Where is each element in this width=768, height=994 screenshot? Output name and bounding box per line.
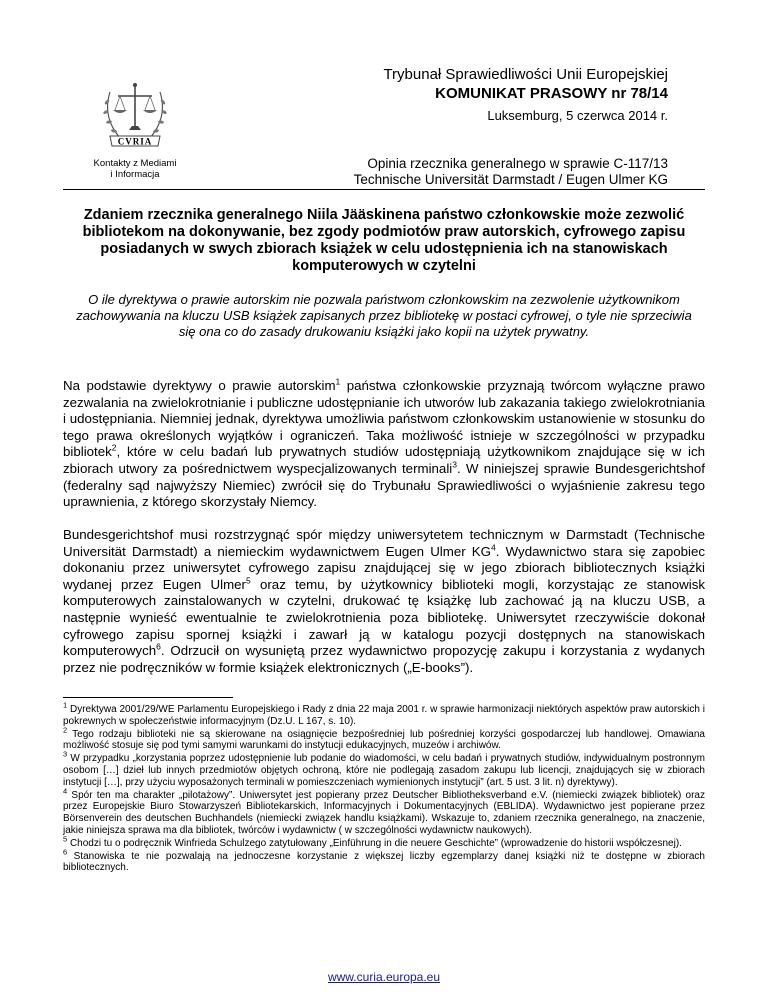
curia-website-link[interactable]: www.curia.europa.eu: [327, 970, 441, 984]
body-paragraph-1: Na podstawie dyrektywy o prawie autorskim$^1$ państwa członkowskie przyznają twórcom wyłączne prawo zezwalania na zwielokrotnianie i publiczne udostępnianie ich utworów lub zakazania takiego zwielokrotniania i udostępniania. Niemniej jednak, dyrektywa umożliwia państwom członkowskim ustanowienie w stosunku do tego prawa określonych wyjątków i ograniczeń. Taka możliwość istnieje w szczególności w przypadku bibliotek$^2$, które w celu badań lub prywatnych studiów udostępniają użytkownikom znajdujące się w ich zbiorach utwory za pośrednictwem wyspecjalizowanych terminali$^3$. W niniejszej sprawie Bundesgerichtshof (federalny sąd najwyższy Niemiec) zwrócił się do Trybunału Sprawiedliwości o wyjaśnienie zakresu tego uprawnienia, z którego skorzystały Niemcy.: [63, 376, 705, 510]
case-reference: Opinia rzecznika generalnego w sprawie C-117/13 Technische Universität Darmstadt / Eugen Ulmer KG: [353, 156, 668, 187]
footnote-ref[interactable]: 6: [156, 641, 161, 652]
footnote-ref[interactable]: 4: [491, 542, 496, 553]
page-title: Zdaniem rzecznika generalnego Niila Jääskinena państwo członkowskie może zezwolić bibliotekom na dokonywanie, bez zgody podmiotów praw autorskich, cyfrowego zapisu posiadanych w swych zbiorach książek w celu udostępnienia ich na stanowiskach komputerowych w czytelni: [82, 207, 686, 274]
court-name: Trybunał Sprawiedliwości Unii Europejskiej: [383, 66, 668, 83]
svg-text:CVRIA: CVRIA: [117, 136, 153, 147]
scales-of-justice-icon: [80, 72, 190, 162]
footnote: $^1$ Dyrektywa 2001/29/WE Parlamentu Europejskiego i Rady z dnia 22 maja 2001 r. w sprawie harmonizacji niektórych aspektów praw autorskich i pokrewnych w społeczeństwie informacyjnym (Dz.U. L 167, s. 10).: [63, 700, 705, 727]
footnote: $^3$ W przypadku „korzystania poprzez udostępnienie lub podanie do wiadomości, w celu badań i prywatnych studiów, indywidualnym postronnym osobom […] dzieł lub innych przedmiotów objętych ochroną, które nie podlegają zasadom zakupu lub licencji, znajdujących się w zbiorach instytucji […], przy użyciu wyposażonych terminali w pomieszczeniach wymienionych instytucji” (art. 5 ust. 3 lit. n) dyrektywy).: [63, 749, 705, 788]
header-block: [383, 66, 668, 124]
footnote-ref[interactable]: 3: [452, 459, 457, 470]
footnote: $^2$ Tego rodzaju biblioteki nie są skierowane na osiągnięcie bezpośredniej lub pośredniej korzyści gospodarczej lub handlowej. Omawiana możliwość stosuje się pod tymi samymi warunkami do instytucji edukacyjnych, muzeów i archiwów.: [63, 725, 705, 752]
media-contact-label: Kontakty z Mediami i Informacja: [93, 158, 177, 180]
body-paragraph-2: Bundesgerichtshof musi rozstrzygnąć spór między uniwersytetem technicznym w Darmstadt (Technische Universität Darmstadt) a niemieckim wydawnictwem Eugen Ulmer $KG^4$. Wydawnictwo stara się zapobiec dokonaniu przez uniwersytet cyfrowego zapisu znajdującej się w jego zbiorach bibliotecznych książki wydanej przez Eugen Ulmer$^5$ oraz temu, by użytkownicy biblioteki mogli, korzystając ze stanowisk komputerowych zainstalowanych w czytelni, drukować tę książkę lub zachować ją na kluczu USB, a następnie wynieść ewentualnie te zwielokrotnienia poza bibliotekę. Uniwersytet rzeczywiście dokonał cyfrowego zapisu spornej książki i zawarł ją w katalogu pozycji dostępnych na stanowiskach komputerowych$^6$. Odrzucił on wysuniętą przez wydawnictwo propozycję zakupu i korzystania z wydanych przez nie podręczników w formie książek elektronicznych („E-books”).: [63, 527, 706, 675]
footnote: $^4$ Spór ten ma charakter „pilotażowy”. Uniwersytet jest popierany przez Deutscher Bibliotheksverband e.V. (niemiecki związek bibliotek) oraz przez Europejskie Biuro Stowarzyszeń Bibliotekarskich, Informacyjnych i Dokumentacyjnych (EBLIDA). Wydawnictwo jest popierane przez Börsenverein des deutschen Buchhandels (niemiecki związek handlu książkami). Wskazuje to, zdaniem rzecznika generalnego, na znaczenie, jakie niniejsza sprawa ma dla bibliotek, twórców i wydawnictw ( w szczególności wydawnictw naukowych).: [63, 786, 705, 836]
press-release-number: KOMUNIKAT PRASOWY nr 78/14: [435, 85, 668, 102]
curia-logo: [80, 72, 190, 162]
footnote-divider: [63, 697, 233, 698]
footnote: $^5$ Chodzi tu o podręcznik Winfrieda Schulzego zatytułowany „Einführung in die neuere Geschichte” (wprowadzenie do historii współczesnej).: [63, 834, 682, 849]
footnotes: [63, 700, 705, 875]
footnote-ref[interactable]: 2: [111, 442, 117, 453]
summary: O ile dyrektywa o prawie autorskim nie pozwala państwom członkowskim na zezwolenie użytkownikom zachowywania na kluczu USB książek zapisanych przez bibliotekę w postaci cyfrowej, o tyle nie sprzeciwia się ona co do zasady drukowaniu książki jako kopii na użytek prywatny.: [76, 292, 692, 339]
place-date: Luksemburg, 5 czerwca 2014 r.: [487, 108, 668, 123]
footnote: $^6$ Stanowiska te nie pozwalają na jednoczesne korzystanie z większej liczby egzemplarzy danej książki niż te dostępne w zbiorach bibliotecznych.: [63, 847, 705, 874]
footnote-ref[interactable]: 5: [245, 575, 251, 586]
footnote-ref[interactable]: 1: [335, 376, 341, 387]
header-divider: [63, 189, 705, 190]
